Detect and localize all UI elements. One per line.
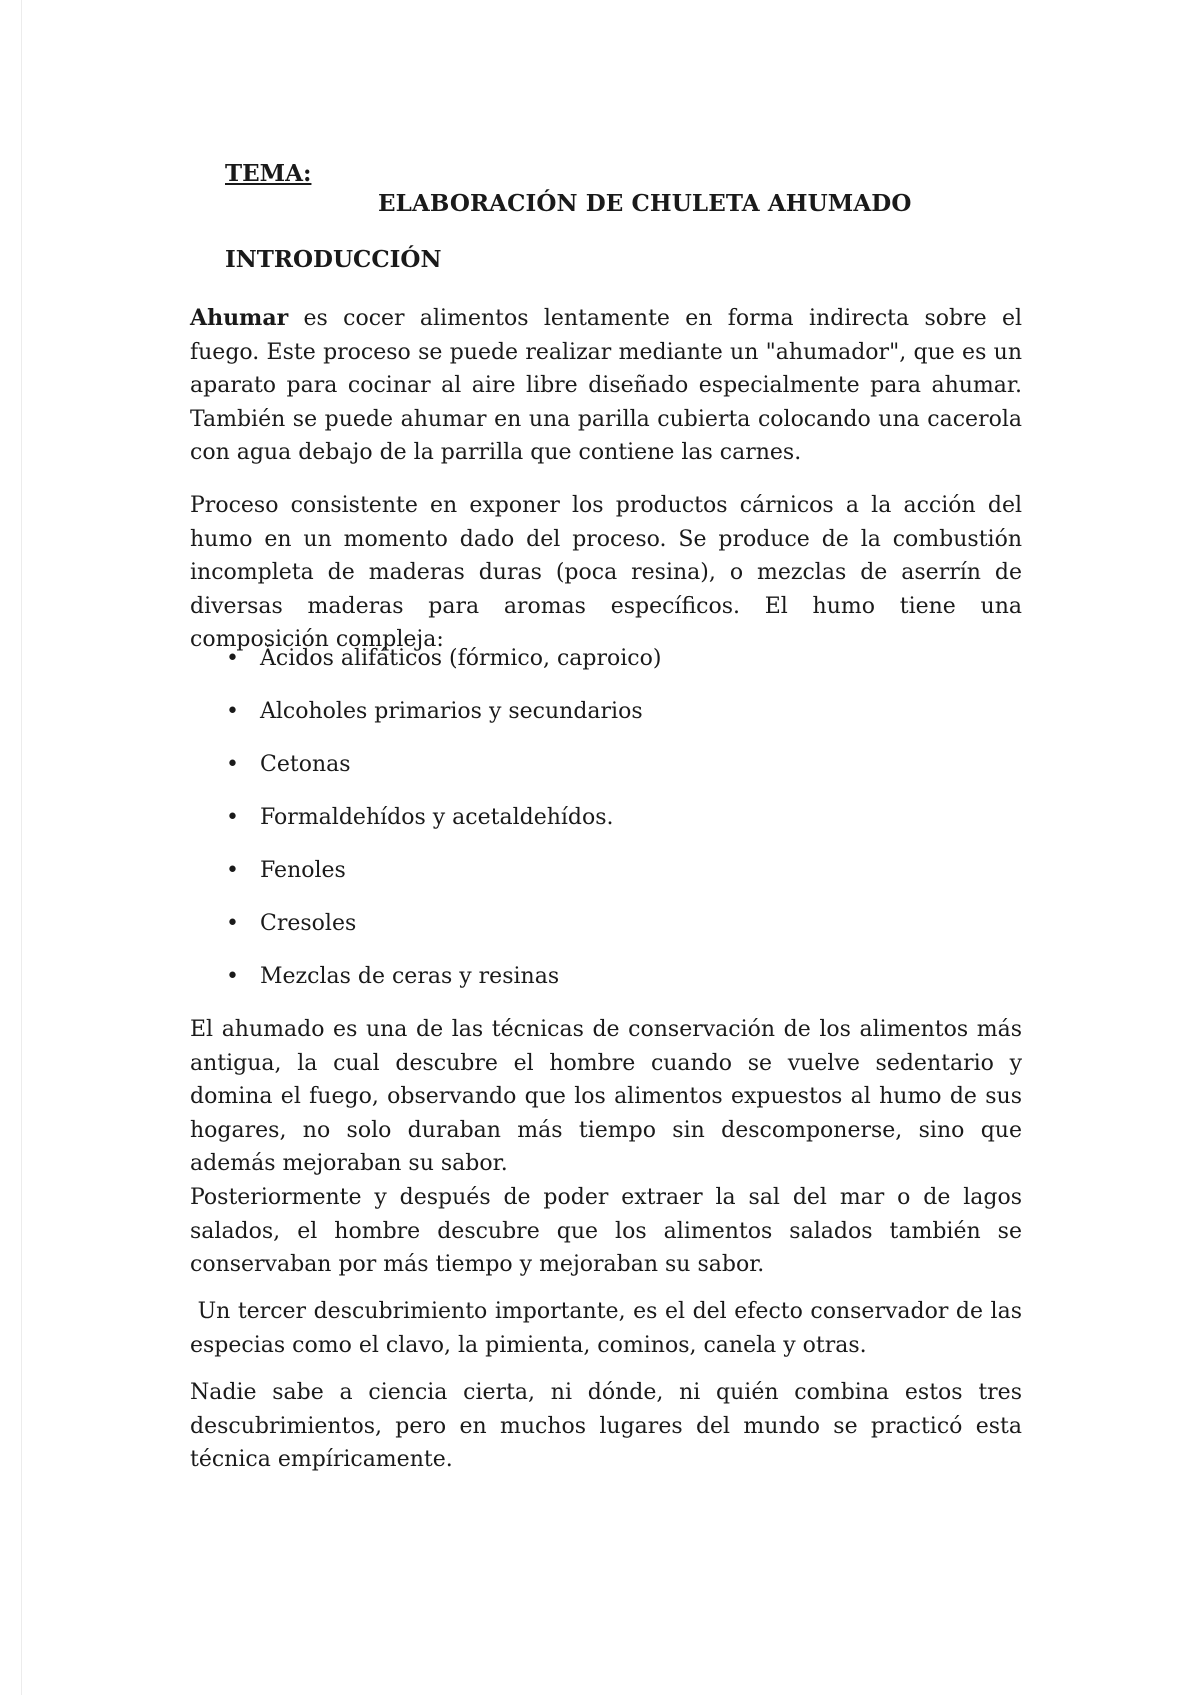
- list-item: [190, 854, 661, 907]
- term-ahumar: Ahumar: [190, 305, 289, 331]
- list-item-text: Cetonas: [260, 752, 351, 777]
- list-item: [190, 801, 661, 854]
- list-item: [190, 960, 661, 1013]
- list-item-text: Formaldehídos y acetaldehídos.: [260, 805, 614, 830]
- bullet-icon: •: [226, 646, 239, 671]
- paragraph-ahumar-text: es cocer alimentos lentamente en forma indirecta sobre el fuego. Este proceso se puede realizar mediante un "ahumador", que es un aparato para cocinar al aire libre diseñado especialmente para ahumar. También se puede ahumar en una parilla cubierta colocando una cacerola con agua debajo de la parrilla que contiene las carnes.: [190, 306, 1022, 465]
- bullet-icon: •: [226, 964, 239, 989]
- bullet-icon: •: [226, 805, 239, 830]
- topic-label: TEMA:: [225, 160, 312, 187]
- paragraph-history-smoking: El ahumado es una de las técnicas de conservación de los alimentos más antigua, la cual descubre el hombre cuando se vuelve sedentario y domina el fuego, observando que los alimentos expuestos al humo de sus hogares, no solo duraban más tiempo sin descomponerse, sino que además mejoraban su sabor.: [190, 1017, 1022, 1176]
- list-item-text: Alcoholes primarios y secundarios: [260, 699, 643, 724]
- list-item-text: Fenoles: [260, 858, 346, 883]
- list-item-text: Mezclas de ceras y resinas: [260, 964, 560, 989]
- smoke-components-list: [190, 642, 661, 1013]
- list-item: [190, 642, 661, 695]
- paragraph-smoke-process: Proceso consistente en exponer los productos cárnicos a la acción del humo en un momento dado del proceso. Se produce de la combustión incompleta de maderas duras (poca resina), o mezclas de aserrín de diversas maderas para aromas específicos. El humo tiene una composición compleja:: [190, 493, 1022, 652]
- list-item: [190, 907, 661, 960]
- paragraph-combination: Nadie sabe a ciencia cierta, ni dónde, ni quién combina estos tres descubrimientos, pero en muchos lugares del mundo se practicó esta técnica empíricamente.: [190, 1380, 1022, 1472]
- page-edge-divider: [21, 0, 22, 1695]
- list-item-text: Cresoles: [260, 911, 357, 936]
- paragraph-ahumar-definition: [190, 302, 1022, 470]
- bullet-icon: •: [226, 699, 239, 724]
- section-heading-introduction: INTRODUCCIÓN: [225, 246, 442, 273]
- list-item-text: Ácidos alifáticos (fórmico, caproico): [260, 646, 662, 671]
- bullet-icon: •: [226, 752, 239, 777]
- bullet-icon: •: [226, 911, 239, 936]
- document-title: ELABORACIÓN DE CHULETA AHUMADO: [378, 190, 912, 217]
- paragraph-history-spices: Un tercer descubrimiento importante, es el del efecto conservador de las especias como el clavo, la pimienta, cominos, canela y otras.: [190, 1299, 1029, 1358]
- list-item: [190, 748, 661, 801]
- paragraph-history-salting: Posteriormente y después de poder extraer la sal del mar o de lagos salados, el hombre descubre que los alimentos salados también se conservaban por más tiempo y mejoraban su sabor.: [190, 1185, 1022, 1277]
- bullet-icon: •: [226, 858, 239, 883]
- list-item: [190, 695, 661, 748]
